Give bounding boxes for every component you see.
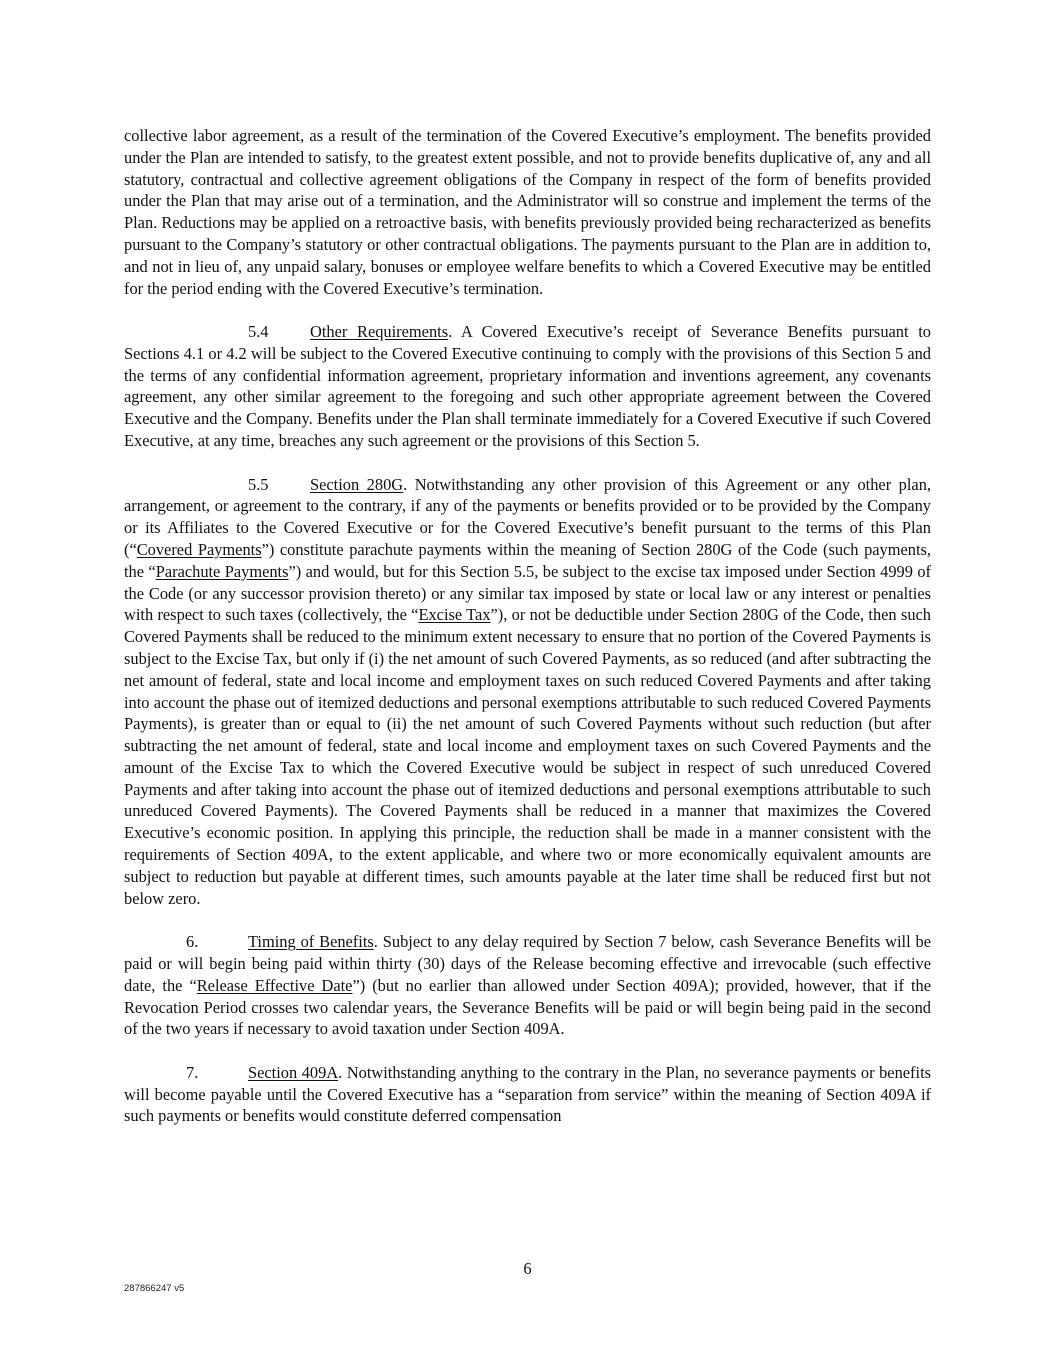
section-6-number: 6. xyxy=(186,932,199,952)
section-5-5-body-3: ”) and would, but for this Section 5.5, be subject to the excise tax imposed under Section 4999 of the Code (or any successor provision thereto) or any similar tax imposed by state or local law or any interest or penalties with respect to such taxes (collectively, the “ xyxy=(124,561,931,625)
section-6 xyxy=(124,931,931,1040)
defined-term-covered-payments: Covered Payments xyxy=(136,539,262,559)
document-id: 287866247 v5 xyxy=(124,1283,185,1294)
section-6-body-2: ”) (but no earlier than allowed under Section 409A); provided, however, that if the Revocation Period crosses two calendar years, the Severance Benefits will be paid or will begin being paid in the second of the two years if necessary to avoid taxation under Section 409A. xyxy=(124,975,931,1039)
section-5-5-number: 5.5 xyxy=(248,474,269,494)
section-5-4-heading: Other Requirements xyxy=(310,322,449,342)
section-7 xyxy=(124,1062,931,1127)
section-5-4 xyxy=(124,321,931,452)
section-5-4-body: . A Covered Executive’s receipt of Severance Benefits pursuant to Sections 4.1 or 4.2 will be subject to the Covered Executive continuing to comply with the provisions of this Section 5 and the terms of any confidential information agreement, proprietary information and inventions agreement, any covenants agreement, any other similar agreement to the foregoing and such other appropriate agreement between the Covered Executive and the Company. Benefits under the Plan shall terminate immediately for a Covered Executive if such Covered Executive, at any time, breaches any such agreement or the provisions of this Section 5. xyxy=(124,322,931,451)
paragraph-continuation xyxy=(124,125,931,299)
section-7-body: . Notwithstanding anything to the contrary in the Plan, no severance payments or benefits will become payable until the Covered Executive has a “separation from service” within the meaning of Section 409A if such payments or benefits would constitute deferred compensation xyxy=(124,1062,931,1126)
section-6-heading: Timing of Benefits xyxy=(248,932,374,952)
paragraph-continuation-text: collective labor agreement, as a result of the termination of the Covered Executive’s employment. The benefits provided under the Plan are intended to satisfy, to the greatest extent possible, and not to provide benefits duplicative of, any and all statutory, contractual and collective agreement obligations of the Company in respect of the form of benefits provided under the Plan that may arise out of a termination, and the Administrator will so construe and implement the terms of the Plan. Reductions may be applied on a retroactive basis, with benefits previously provided being recharacterized as benefits pursuant to the Company’s statutory or other contractual obligations. The payments pursuant to the Plan are in addition to, and not in lieu of, any unpaid salary, bonuses or employee welfare benefits to which a Covered Executive may be entitled for the period ending with the Covered Executive’s termination. xyxy=(124,126,931,298)
section-5-5-body-1: . Notwithstanding any other provision of this Agreement or any other plan, arrangement, or agreement to the contrary, if any of the payments or benefits provided or to be provided by the Company or its Affiliates to the Covered Executive or for the Covered Executive’s benefit pursuant to the terms of this Plan (“ xyxy=(124,474,931,559)
defined-term-excise-tax: Excise Tax xyxy=(418,605,491,625)
document-page xyxy=(124,125,931,1127)
section-7-number: 7. xyxy=(186,1062,199,1082)
section-6-body-1: . Subject to any delay required by Section 7 below, cash Severance Benefits will be paid or will begin being paid within thirty (30) days of the Release becoming effective and irrevocable (such effective date, the “ xyxy=(124,932,931,995)
section-5-5-body-4: ”), or not be deductible under Section 280G of the Code, then such Covered Payments shall be reduced to the minimum extent necessary to ensure that no portion of the Covered Payments is subject to the Excise Tax, but only if (i) the net amount of such Covered Payments, as so reduced (and after subtracting the net amount of federal, state and local income and employment taxes on such reduced Covered Payments and after taking into account the phase out of itemized deductions and personal exemptions attributable to such reduced Covered Payments Payments), is greater than or equal to (ii) the net amount of such Covered Payments without such reduction (but after subtracting the net amount of federal, state and local income and employment taxes on such Covered Payments and the amount of the Excise Tax to which the Covered Executive would be subject in respect of such unreduced Covered Payments and after taking into account the phase out of itemized deductions and personal exemptions attributable to such unreduced Covered Payments). The Covered Payments shall be reduced in a manner that maximizes the Covered Executive’s economic position. In applying this principle, the reduction shall be made in a manner consistent with the requirements of Section 409A, to the extent applicable, and where two or more economically equivalent amounts are subject to reduction but payable at different times, such amounts payable at the later time shall be reduced first but not below zero. xyxy=(124,605,931,908)
section-7-heading: Section 409A xyxy=(248,1062,339,1082)
defined-term-parachute-payments: Parachute Payments xyxy=(155,561,289,581)
defined-term-release-effective-date: Release Effective Date xyxy=(196,975,353,995)
section-5-5-heading: Section 280G xyxy=(310,474,404,494)
page-number: 6 xyxy=(523,1259,532,1278)
section-5-5-body-2: ”) constitute parachute payments within the meaning of Section 280G of the Code (such payments, the “ xyxy=(124,539,931,581)
section-5-5 xyxy=(124,474,931,910)
section-5-4-number: 5.4 xyxy=(248,322,269,342)
